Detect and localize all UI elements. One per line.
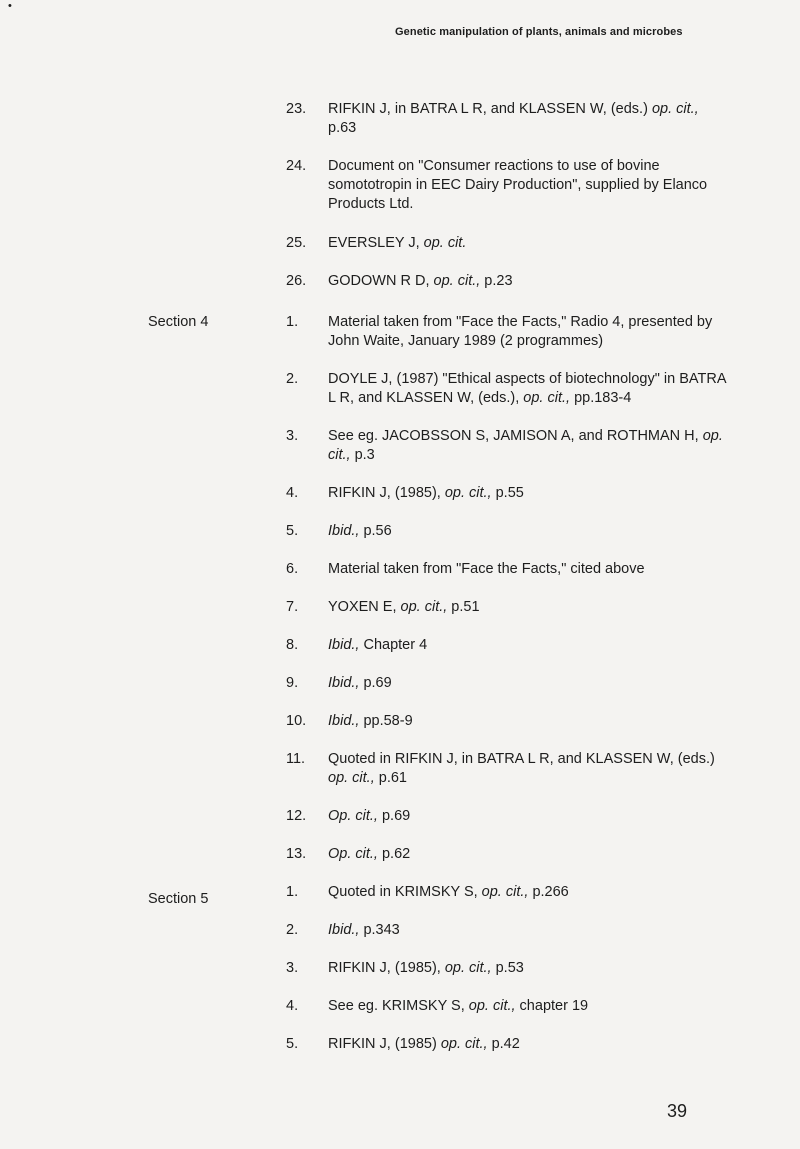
endnote-text-segment: p.53 [491,960,524,976]
endnote-text-segment: RIFKIN J, (1985) [328,1036,441,1052]
endnote-text-segment: p.56 [359,523,392,539]
endnote-citation-italic: Ibid., [328,675,360,691]
endnote-text [328,484,728,503]
endnote-number: 7. [286,599,299,615]
endnote-text [328,370,728,408]
endnote-citation-italic: Ibid., [328,523,360,539]
endnote-number: 23. [286,101,307,117]
endnote-text-segment: p.61 [374,770,407,786]
endnote-citation-italic: op. cit., [328,770,375,786]
endnote-citation-italic: op. cit., [444,960,492,976]
endnote-citation-italic: Op. cit., [328,846,378,862]
endnote-text [328,921,728,940]
endnote-text-segment: p.3 [350,447,375,463]
endnote-number: 2. [286,371,299,387]
endnote-number: 10. [286,713,307,729]
endnote-citation-italic: op. cit., [468,998,516,1014]
endnote-text [328,883,728,902]
endnote-number: 2. [286,922,299,938]
endnote-text [328,427,728,465]
endnote-citation-italic: Ibid., [328,637,360,653]
endnote-text-segment: pp.58-9 [359,713,413,729]
endnote-text-segment: p.51 [447,599,480,615]
endnote-text-segment: RIFKIN J, (1985), [328,485,445,501]
endnote-text-segment: p.63 [328,120,357,136]
endnote-number: 11. [286,751,306,767]
endnote-text-segment: See eg. JACOBSSON S, JAMISON A, and ROTHMAN H, [328,428,703,444]
endnote-text-segment: DOYLE J, (1987) "Ethical aspects of biotechnology" in BATRA L R, and KLASSEN W, (eds.), [328,371,726,406]
endnote-text-segment: p.266 [528,884,569,900]
endnote-text [328,234,728,253]
endnote-text [328,959,728,978]
endnote-text-segment: p.23 [480,273,513,289]
endnote-text-segment: Quoted in KRIMSKY S, [328,884,482,900]
endnote-number: 13. [286,846,307,862]
endnote-number: 9. [286,675,299,691]
endnote-number: 3. [286,960,299,976]
endnote-text-segment: RIFKIN J, (1985), [328,960,445,976]
endnote-text [328,272,728,291]
endnote-text [328,750,728,788]
endnote-text [328,598,728,617]
endnote-number: 5. [286,523,299,539]
endnote-number: 3. [286,428,299,444]
endnote-text-segment: Quoted in RIFKIN J, in BATRA L R, and KLASSEN W, (eds.) [328,751,715,767]
endnote-number: 25. [286,235,307,251]
endnote-text-segment: RIFKIN J, in BATRA L R, and KLASSEN W, (eds.) [328,101,652,117]
endnote-number: 26. [286,273,307,289]
endnote-text [328,674,728,693]
endnote-text [328,712,728,731]
endnote-text-segment: GODOWN R D, [328,273,434,289]
endnote-text-segment: Material taken from "Face the Facts," cited above [328,561,645,577]
endnote-text [328,807,728,826]
endnote-text [328,845,728,864]
endnote-number: 24. [286,158,307,174]
running-header: Genetic manipulation of plants, animals and microbes [395,26,683,38]
endnote-citation-italic: op. cit., [481,884,529,900]
endnote-text-segment: p.69 [359,675,392,691]
page-number: 39 [667,1101,688,1121]
endnote-text-segment: Material taken from "Face the Facts," Radio 4, presented by John Waite, January 1989 (2 programmes) [328,314,713,349]
endnote-citation-italic: op. cit., [523,390,571,406]
endnote-text-segment: pp.183-4 [570,390,632,406]
endnote-citation-italic: Op. cit., [328,808,378,824]
endnote-text [328,560,728,579]
endnote-number: 1. [286,884,299,900]
endnote-text-segment: Document on "Consumer reactions to use of bovine somototropin in EEC Dairy Production", supplied by Elanco Products Ltd. [328,158,708,212]
endnote-citation-italic: op. cit., [433,273,481,289]
endnote-citation-italic: op. cit., [328,428,723,463]
endnote-text [328,636,728,655]
endnote-citation-italic: Ibid., [328,713,360,729]
endnote-number: 8. [286,637,299,653]
endnote-citation-italic: op. cit. [423,235,467,251]
endnote-number: 4. [286,998,299,1014]
endnote-citation-italic: op. cit., [440,1036,488,1052]
endnote-text [328,997,728,1016]
section-label-5: Section 5 [148,891,209,907]
endnote-text [328,157,728,214]
endnote-text-segment: EVERSLEY J, [328,235,424,251]
endnote-citation-italic: op. cit., [651,101,699,117]
endnote-text-segment: p.42 [487,1036,520,1052]
endnote-citation-italic: op. cit., [400,599,448,615]
endnote-text [328,313,728,351]
endnote-text [328,1035,728,1054]
endnote-text-segment: chapter 19 [515,998,589,1014]
endnote-text [328,522,728,541]
endnote-text-segment: p.69 [377,808,411,824]
endnote-text-segment: p.55 [491,485,524,501]
endnote-number: 6. [286,561,299,577]
endnote-number: 12. [286,808,307,824]
section-label-4: Section 4 [148,314,209,330]
endnote-citation-italic: op. cit., [444,485,492,501]
endnote-number: 1. [286,314,299,330]
endnote-number: 5. [286,1036,299,1052]
endnote-number: 4. [286,485,299,501]
stray-mark-icon: • [8,0,12,12]
endnote-text-segment: p.62 [377,846,411,862]
endnote-text [328,100,728,138]
endnote-text-segment: p.343 [359,922,400,938]
endnote-text-segment: See eg. KRIMSKY S, [328,998,469,1014]
endnote-text-segment: YOXEN E, [328,599,401,615]
endnote-citation-italic: Ibid., [328,922,360,938]
endnote-text-segment: Chapter 4 [359,637,428,653]
